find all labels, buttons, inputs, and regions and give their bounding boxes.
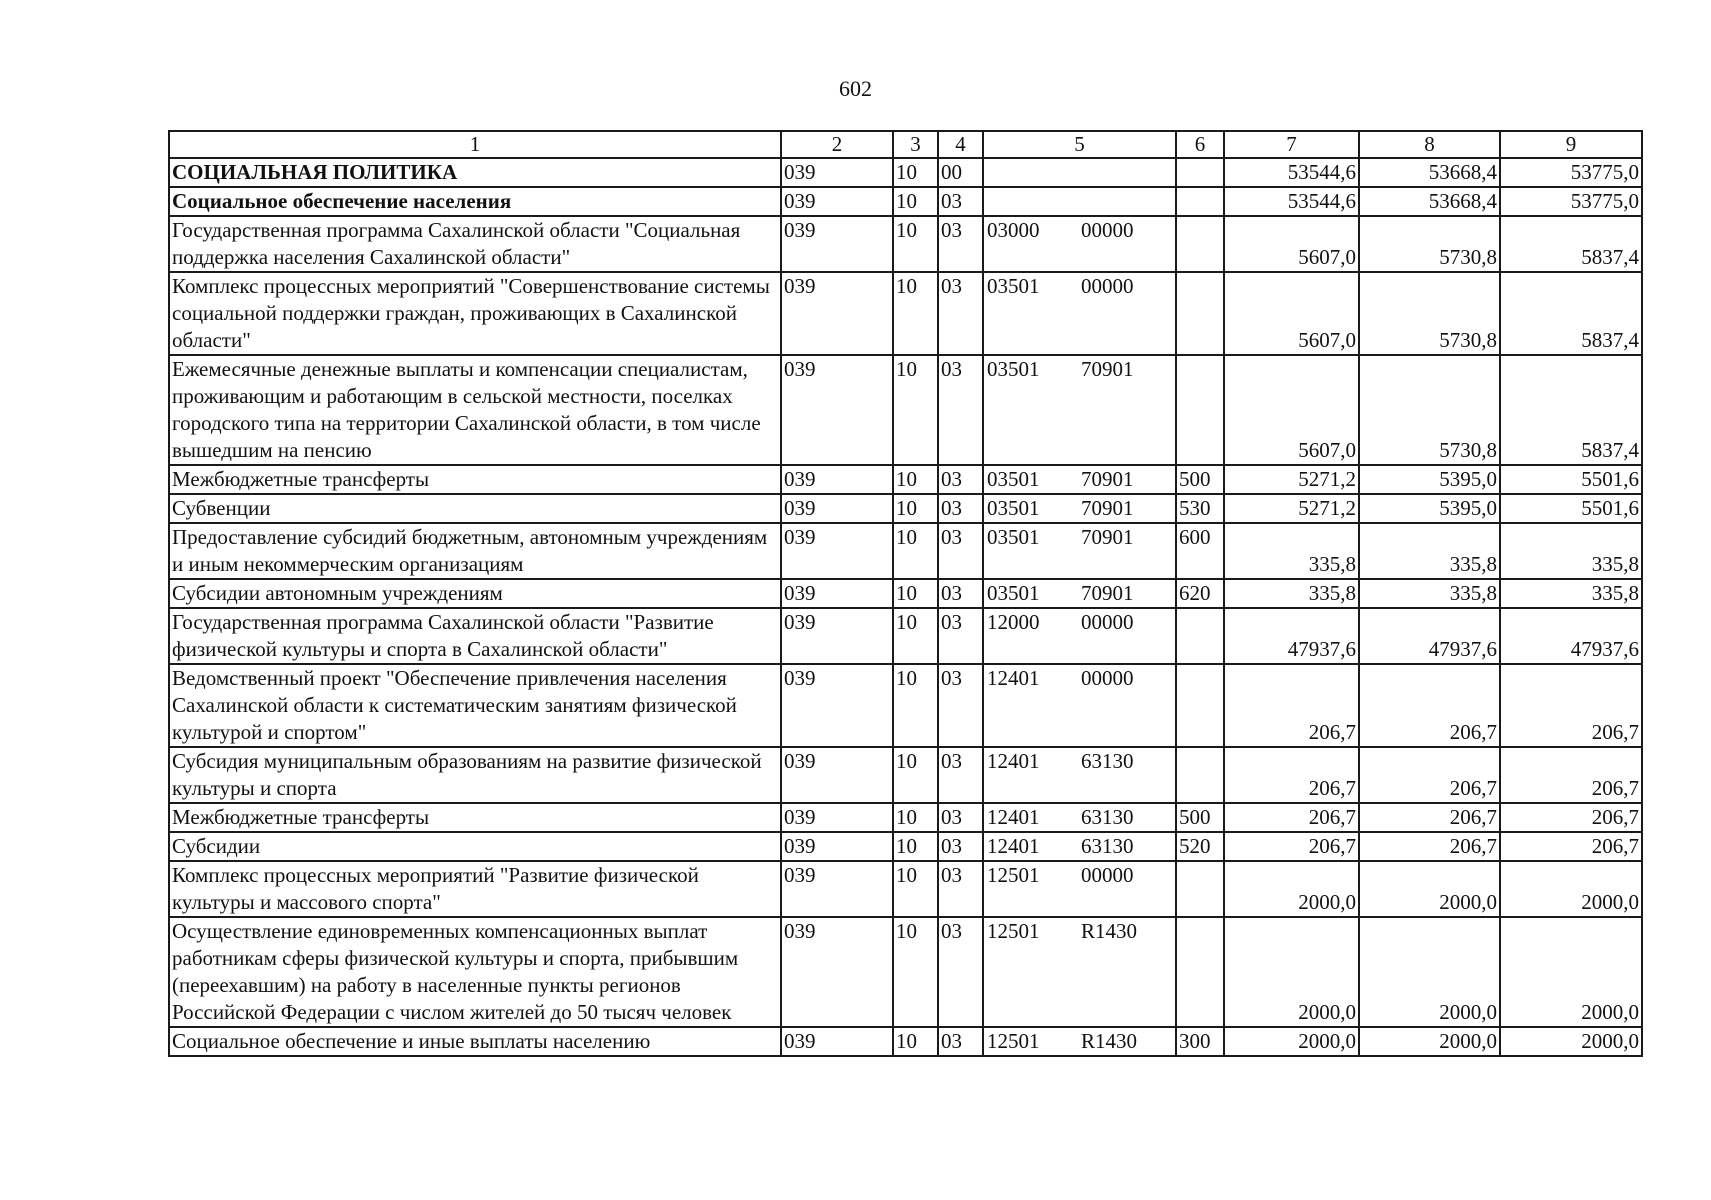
target-article-direction: R1430 [1081, 919, 1138, 943]
table-row [169, 494, 1642, 523]
column-header: 2 [781, 131, 893, 158]
target-article-direction: 00000 [1081, 610, 1134, 634]
column-header: 1 [169, 131, 781, 158]
subsection-code: 03 [938, 747, 983, 803]
column-header: 6 [1176, 131, 1224, 158]
section-code: 10 [893, 579, 938, 608]
row-name: Комплекс процессных мероприятий "Развитие физической культуры и массового спорта" [169, 861, 781, 917]
ministry-code: 039 [781, 664, 893, 747]
ministry-code: 039 [781, 272, 893, 355]
target-article-direction: 70901 [1081, 581, 1134, 605]
section-code: 10 [893, 187, 938, 216]
amount-col9: 206,7 [1500, 803, 1642, 832]
target-article-program: 12501 [987, 863, 1040, 887]
ministry-code: 039 [781, 465, 893, 494]
amount-col8: 5395,0 [1359, 494, 1500, 523]
amount-col9: 206,7 [1500, 832, 1642, 861]
subsection-code: 03 [938, 187, 983, 216]
target-article-direction: 70901 [1081, 525, 1134, 549]
amount-col9: 206,7 [1500, 664, 1642, 747]
subsection-code: 03 [938, 832, 983, 861]
amount-col8: 5730,8 [1359, 355, 1500, 465]
amount-col8: 5395,0 [1359, 465, 1500, 494]
amount-col7: 5607,0 [1224, 216, 1359, 272]
ministry-code: 039 [781, 608, 893, 664]
ministry-code: 039 [781, 917, 893, 1027]
target-article-program: 03501 [987, 467, 1040, 491]
ministry-code: 039 [781, 861, 893, 917]
amount-col9: 47937,6 [1500, 608, 1642, 664]
table-row [169, 465, 1642, 494]
target-article-program: 03501 [987, 525, 1040, 549]
ministry-code: 039 [781, 158, 893, 187]
target-article-program: 12501 [987, 919, 1040, 943]
amount-col7: 5607,0 [1224, 272, 1359, 355]
amount-col7: 47937,6 [1224, 608, 1359, 664]
expense-type-code [1176, 187, 1224, 216]
target-article-program: 12401 [987, 666, 1040, 690]
section-code: 10 [893, 861, 938, 917]
expense-type-code [1176, 747, 1224, 803]
expense-type-code: 530 [1176, 494, 1224, 523]
subsection-code: 03 [938, 465, 983, 494]
target-article-program: 12000 [987, 610, 1040, 634]
subsection-code: 03 [938, 917, 983, 1027]
subsection-code: 03 [938, 523, 983, 579]
expense-type-code [1176, 158, 1224, 187]
target-article-code [983, 355, 1176, 465]
amount-col9: 5501,6 [1500, 465, 1642, 494]
table-row [169, 608, 1642, 664]
column-header: 5 [983, 131, 1176, 158]
amount-col7: 2000,0 [1224, 861, 1359, 917]
row-name: Комплекс процессных мероприятий "Совершенствование системы социальной поддержки граждан, проживающих в Сахалинской области" [169, 272, 781, 355]
amount-col7: 2000,0 [1224, 1027, 1359, 1056]
section-code: 10 [893, 1027, 938, 1056]
expense-type-code: 300 [1176, 1027, 1224, 1056]
amount-col9: 335,8 [1500, 523, 1642, 579]
amount-col9: 5837,4 [1500, 272, 1642, 355]
target-article-direction: 70901 [1081, 496, 1134, 520]
budget-table [168, 130, 1643, 1057]
target-article-code [983, 158, 1176, 187]
target-article-direction: 63130 [1081, 834, 1134, 858]
target-article-code [983, 1027, 1176, 1056]
expense-type-code [1176, 861, 1224, 917]
target-article-code [983, 465, 1176, 494]
row-name: Субвенции [169, 494, 781, 523]
expense-type-code [1176, 608, 1224, 664]
table-row [169, 579, 1642, 608]
amount-col7: 53544,6 [1224, 158, 1359, 187]
target-article-direction: 63130 [1081, 805, 1134, 829]
section-code: 10 [893, 917, 938, 1027]
amount-col7: 206,7 [1224, 803, 1359, 832]
section-code: 10 [893, 216, 938, 272]
section-code: 10 [893, 608, 938, 664]
amount-col8: 2000,0 [1359, 917, 1500, 1027]
table-row [169, 832, 1642, 861]
target-article-code [983, 579, 1176, 608]
table-row [169, 523, 1642, 579]
target-article-code [983, 523, 1176, 579]
subsection-code: 03 [938, 216, 983, 272]
amount-col7: 2000,0 [1224, 917, 1359, 1027]
target-article-direction: 00000 [1081, 666, 1134, 690]
expense-type-code [1176, 664, 1224, 747]
target-article-code [983, 216, 1176, 272]
amount-col7: 53544,6 [1224, 187, 1359, 216]
amount-col9: 335,8 [1500, 579, 1642, 608]
ministry-code: 039 [781, 747, 893, 803]
table-row [169, 158, 1642, 187]
amount-col8: 206,7 [1359, 803, 1500, 832]
target-article-code [983, 861, 1176, 917]
target-article-code [983, 832, 1176, 861]
table-row [169, 355, 1642, 465]
target-article-direction: R1430 [1081, 1029, 1138, 1053]
row-name: Социальное обеспечение и иные выплаты населению [169, 1027, 781, 1056]
amount-col7: 5271,2 [1224, 465, 1359, 494]
column-header: 9 [1500, 131, 1642, 158]
row-name: Субсидия муниципальным образованиям на развитие физической культуры и спорта [169, 747, 781, 803]
section-code: 10 [893, 803, 938, 832]
target-article-code [983, 803, 1176, 832]
row-name: Предоставление субсидий бюджетным, автономным учреждениям и иным некоммерческим организациям [169, 523, 781, 579]
amount-col7: 206,7 [1224, 747, 1359, 803]
row-name: Межбюджетные трансферты [169, 803, 781, 832]
table-row [169, 747, 1642, 803]
amount-col8: 335,8 [1359, 523, 1500, 579]
row-name: Социальное обеспечение населения [169, 187, 781, 216]
section-code: 10 [893, 523, 938, 579]
table-row [169, 1027, 1642, 1056]
expense-type-code: 500 [1176, 803, 1224, 832]
target-article-code [983, 272, 1176, 355]
subsection-code: 03 [938, 608, 983, 664]
amount-col8: 206,7 [1359, 664, 1500, 747]
amount-col9: 2000,0 [1500, 861, 1642, 917]
row-name: Ведомственный проект "Обеспечение привлечения населения Сахалинской области к систематическим занятиям физической культурой и спортом" [169, 664, 781, 747]
amount-col9: 5837,4 [1500, 355, 1642, 465]
target-article-direction: 63130 [1081, 749, 1134, 773]
amount-col9: 2000,0 [1500, 1027, 1642, 1056]
amount-col8: 53668,4 [1359, 187, 1500, 216]
expense-type-code [1176, 272, 1224, 355]
subsection-code: 03 [938, 355, 983, 465]
amount-col9: 206,7 [1500, 747, 1642, 803]
amount-col9: 5501,6 [1500, 494, 1642, 523]
table-row [169, 803, 1642, 832]
ministry-code: 039 [781, 832, 893, 861]
amount-col7: 206,7 [1224, 832, 1359, 861]
amount-col8: 5730,8 [1359, 216, 1500, 272]
table-row [169, 272, 1642, 355]
section-code: 10 [893, 664, 938, 747]
target-article-program: 03501 [987, 496, 1040, 520]
ministry-code: 039 [781, 523, 893, 579]
ministry-code: 039 [781, 355, 893, 465]
row-name: Государственная программа Сахалинской области "Социальная поддержка населения Сахалинской области" [169, 216, 781, 272]
amount-col8: 206,7 [1359, 832, 1500, 861]
amount-col8: 5730,8 [1359, 272, 1500, 355]
target-article-direction: 70901 [1081, 357, 1134, 381]
amount-col8: 2000,0 [1359, 1027, 1500, 1056]
subsection-code: 03 [938, 664, 983, 747]
target-article-program: 12401 [987, 834, 1040, 858]
amount-col8: 335,8 [1359, 579, 1500, 608]
amount-col7: 5271,2 [1224, 494, 1359, 523]
target-article-code [983, 747, 1176, 803]
target-article-code [983, 608, 1176, 664]
row-name: Государственная программа Сахалинской области "Развитие физической культуры и спорта в Сахалинской области" [169, 608, 781, 664]
expense-type-code: 600 [1176, 523, 1224, 579]
target-article-code [983, 917, 1176, 1027]
header-row [169, 131, 1642, 158]
amount-col8: 47937,6 [1359, 608, 1500, 664]
target-article-code [983, 494, 1176, 523]
table-row [169, 664, 1642, 747]
ministry-code: 039 [781, 803, 893, 832]
table-row [169, 216, 1642, 272]
amount-col9: 2000,0 [1500, 917, 1642, 1027]
row-name: Межбюджетные трансферты [169, 465, 781, 494]
section-code: 10 [893, 465, 938, 494]
page-number: 602 [839, 76, 872, 101]
row-name: Субсидии [169, 832, 781, 861]
expense-type-code [1176, 355, 1224, 465]
amount-col8: 53668,4 [1359, 158, 1500, 187]
section-code: 10 [893, 272, 938, 355]
section-code: 10 [893, 158, 938, 187]
target-article-code [983, 187, 1176, 216]
amount-col7: 206,7 [1224, 664, 1359, 747]
expense-type-code: 500 [1176, 465, 1224, 494]
row-name: СОЦИАЛЬНАЯ ПОЛИТИКА [169, 158, 781, 187]
ministry-code: 039 [781, 1027, 893, 1056]
expense-type-code [1176, 917, 1224, 1027]
section-code: 10 [893, 494, 938, 523]
target-article-program: 03501 [987, 274, 1040, 298]
subsection-code: 03 [938, 272, 983, 355]
subsection-code: 03 [938, 861, 983, 917]
row-name: Субсидии автономным учреждениям [169, 579, 781, 608]
amount-col9: 53775,0 [1500, 158, 1642, 187]
table-row [169, 861, 1642, 917]
expense-type-code [1176, 216, 1224, 272]
target-article-direction: 00000 [1081, 863, 1134, 887]
column-header: 3 [893, 131, 938, 158]
table-row [169, 187, 1642, 216]
subsection-code: 03 [938, 803, 983, 832]
subsection-code: 03 [938, 579, 983, 608]
section-code: 10 [893, 355, 938, 465]
target-article-code [983, 664, 1176, 747]
amount-col7: 335,8 [1224, 579, 1359, 608]
column-header: 4 [938, 131, 983, 158]
target-article-program: 03501 [987, 581, 1040, 605]
subsection-code: 03 [938, 494, 983, 523]
amount-col7: 5607,0 [1224, 355, 1359, 465]
ministry-code: 039 [781, 216, 893, 272]
target-article-program: 03000 [987, 218, 1040, 242]
ministry-code: 039 [781, 494, 893, 523]
amount-col8: 2000,0 [1359, 861, 1500, 917]
amount-col8: 206,7 [1359, 747, 1500, 803]
ministry-code: 039 [781, 187, 893, 216]
amount-col9: 53775,0 [1500, 187, 1642, 216]
target-article-direction: 00000 [1081, 274, 1134, 298]
target-article-program: 12401 [987, 805, 1040, 829]
subsection-code: 03 [938, 1027, 983, 1056]
section-code: 10 [893, 747, 938, 803]
expense-type-code: 520 [1176, 832, 1224, 861]
target-article-program: 12401 [987, 749, 1040, 773]
target-article-direction: 00000 [1081, 218, 1134, 242]
amount-col9: 5837,4 [1500, 216, 1642, 272]
ministry-code: 039 [781, 579, 893, 608]
subsection-code: 00 [938, 158, 983, 187]
amount-col7: 335,8 [1224, 523, 1359, 579]
row-name: Осуществление единовременных компенсационных выплат работникам сферы физической культуры и спорта, прибывшим (переехавшим) на работу в населенные пункты регионов Российской Федерации с числом жителей до 50 тысяч человек [169, 917, 781, 1027]
column-header: 7 [1224, 131, 1359, 158]
target-article-program: 12501 [987, 1029, 1040, 1053]
target-article-direction: 70901 [1081, 467, 1134, 491]
table-row [169, 917, 1642, 1027]
row-name: Ежемесячные денежные выплаты и компенсации специалистам, проживающим и работающим в сельской местности, поселках городского типа на территории Сахалинской области, в том числе вышедшим на пенсию [169, 355, 781, 465]
target-article-program: 03501 [987, 357, 1040, 381]
column-header: 8 [1359, 131, 1500, 158]
expense-type-code: 620 [1176, 579, 1224, 608]
section-code: 10 [893, 832, 938, 861]
